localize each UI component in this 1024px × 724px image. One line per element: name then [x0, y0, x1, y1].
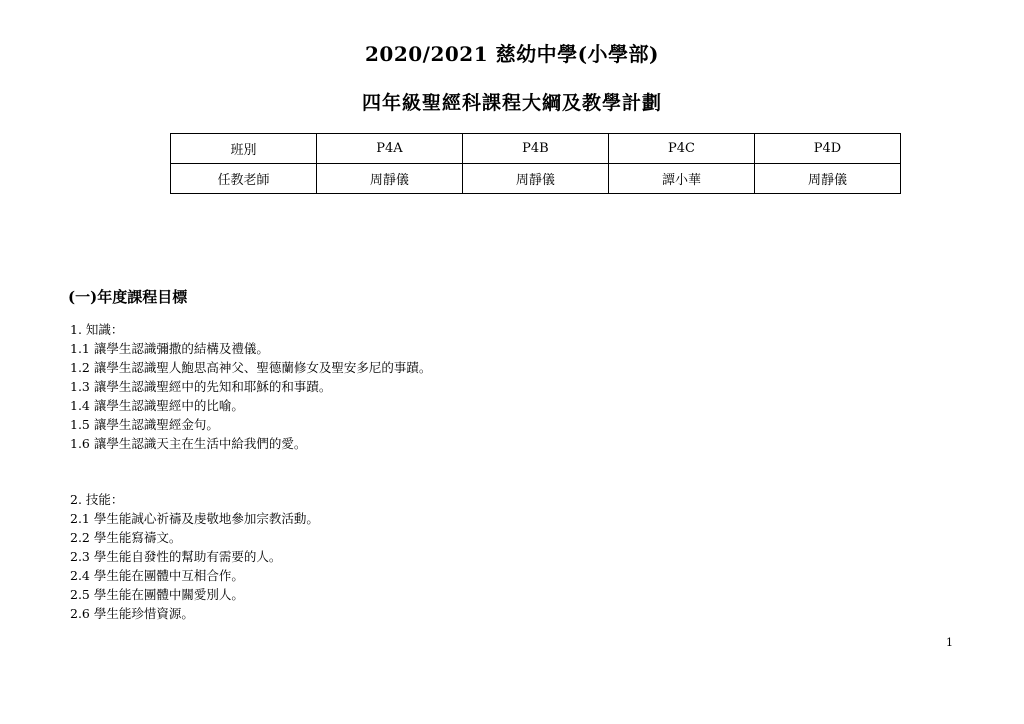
class-cell: P4C — [608, 134, 754, 164]
teacher-cell: 周靜儀 — [462, 164, 608, 194]
row-label-class: 班別 — [171, 134, 317, 164]
list-item: 1.1 讓學生認識彌撒的結構及禮儀。 — [70, 341, 269, 356]
row-label-teacher: 任教老師 — [171, 164, 317, 194]
list-item: 1.3 讓學生認識聖經中的先知和耶穌的和事蹟。 — [70, 379, 332, 394]
page-number: 1 — [946, 636, 953, 649]
list-heading: 1. 知識： — [70, 322, 124, 337]
teacher-cell: 周靜儀 — [754, 164, 900, 194]
table-row — [171, 164, 901, 194]
list-item: 2.1 學生能誠心祈禱及虔敬地參加宗教活動。 — [70, 511, 319, 526]
table-row — [171, 134, 901, 164]
skills-list — [70, 490, 319, 623]
list-item: 2.4 學生能在團體中互相合作。 — [70, 568, 244, 583]
list-item: 1.5 讓學生認識聖經金句。 — [70, 417, 219, 432]
list-item: 2.6 學生能珍惜資源。 — [70, 606, 194, 621]
class-cell: P4B — [462, 134, 608, 164]
class-cell: P4D — [754, 134, 900, 164]
teacher-cell: 譚小華 — [608, 164, 754, 194]
list-item: 1.2 讓學生認識聖人鮑思高神父、聖德蘭修女及聖安多尼的事蹟。 — [70, 360, 432, 375]
list-heading: 2. 技能： — [70, 492, 124, 507]
list-item: 2.5 學生能在團體中關愛別人。 — [70, 587, 244, 602]
document-title: 2020/2021 慈幼中學(小學部) — [364, 42, 660, 66]
teacher-cell: 周靜儀 — [316, 164, 462, 194]
list-item: 1.6 讓學生認識天主在生活中給我們的愛。 — [70, 436, 307, 451]
class-teacher-table — [170, 133, 901, 194]
document-subtitle: 四年級聖經科課程大綱及教學計劃 — [361, 92, 662, 114]
list-item: 2.3 學生能自發性的幫助有需要的人。 — [70, 549, 282, 564]
list-item: 2.2 學生能寫禱文。 — [70, 530, 182, 545]
list-item: 1.4 讓學生認識聖經中的比喻。 — [70, 398, 244, 413]
section-title-objectives: (一)年度課程目標 — [68, 288, 188, 306]
class-cell: P4A — [316, 134, 462, 164]
knowledge-list — [70, 320, 431, 453]
